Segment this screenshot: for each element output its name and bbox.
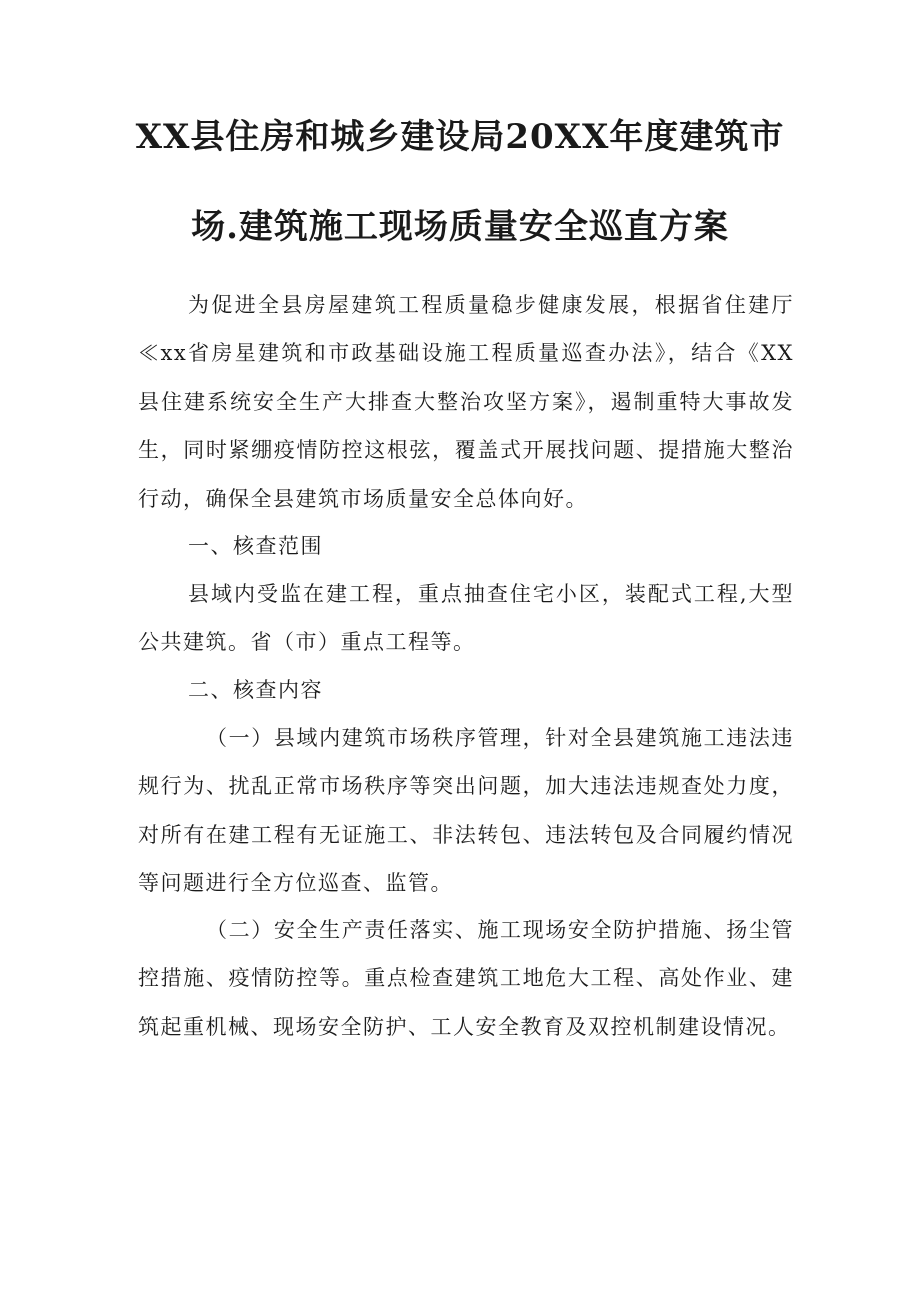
document-title-line-2: 场.建筑施工现场质量安全巡直方案 <box>191 207 729 247</box>
scope-paragraph: 县域内受监在建工程，重点抽查住宅小区，装配式工程,大型公共建筑。省（市）重点工程等。 <box>138 582 794 655</box>
intro-paragraph: 为促进全县房屋建筑工程质量稳步健康发展，根据省住建厅≪xx省房星建筑和市政基础设施工程质量巡查办法》，结合《XX县住建系统安全生产大排查大整治攻坚方案》，遏制重特大事故发生，同时紧绷疫情防控这根弦，覆盖式开展找问题、提措施大整治行动，确保全县建筑市场质量安全总体向好。 <box>138 293 794 511</box>
section-heading-content: 二、核查内容 <box>188 678 323 702</box>
section-heading-scope: 一、核查范围 <box>188 534 323 558</box>
content-item-1: （一）县域内建筑市场秩序管理，针对全县建筑施工违法违规行为、扰乱正常市场秩序等突出问题，加大违法违规查处力度，对所有在建工程有无证施工、非法转包、违法转包及合同履约情况等问题进行全方位巡查、监管。 <box>138 726 794 896</box>
document-title-line-1: XX县住房和城乡建设局20XX年度建筑市 <box>135 117 785 157</box>
content-item-2: （二）安全生产责任落实、施工现场安全防护措施、扬尘管控措施、疫情防控等。重点检查建筑工地危大工程、高处作业、建筑起重机械、现场安全防护、工人安全教育及双控机制建设情况。 <box>138 918 794 1039</box>
